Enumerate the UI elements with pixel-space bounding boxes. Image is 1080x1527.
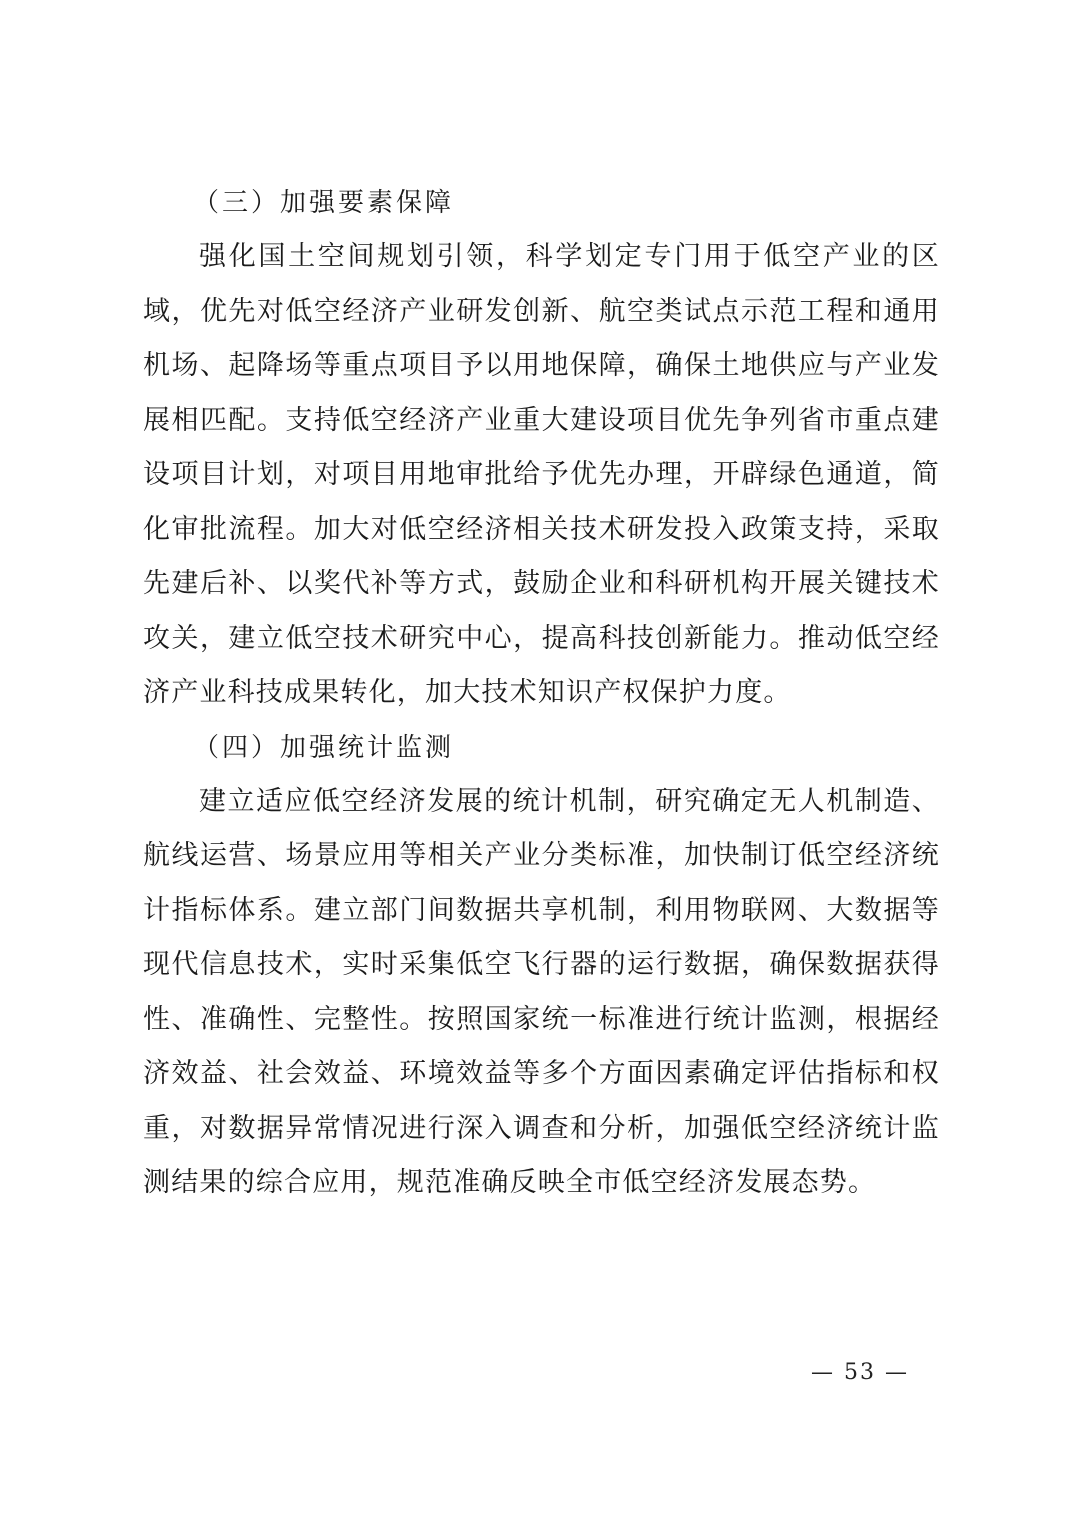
section-body-3: 强化国土空间规划引领，科学划定专门用于低空产业的区域，优先对低空经济产业研发创新、航空类试点示范工程和通用机场、起降场等重点项目予以用地保障，确保土地供应与产业发展相匹配。支持低空经济产业重大建设项目优先争列省市重点建设项目计划，对项目用地审批给予优先办理，开辟绿色通道，简化审批流程。加大对低空经济相关技术研发投入政策支持，采取先建后补、以奖代补等方式，鼓励企业和科研机构开展关键技术攻关，建立低空技术研究中心，提高科技创新能力。推动低空经济产业科技成果转化，加大技术知识产权保护力度。 [143, 241, 940, 708]
page-content [143, 176, 940, 1211]
section-heading-3: （三）加强要素保障 [193, 188, 455, 218]
section-body-4: 建立适应低空经济发展的统计机制，研究确定无人机制造、航线运营、场景应用等相关产业分类标准，加快制订低空经济统计指标体系。建立部门间数据共享机制，利用物联网、大数据等现代信息技术，实时采集低空飞行器的运行数据，确保数据获得性、准确性、完整性。按照国家统一标准进行统计监测，根据经济效益、社会效益、环境效益等多个方面因素确定评估指标和权重，对数据异常情况进行深入调查和分析，加强低空经济统计监测结果的综合应用，规范准确反映全市低空经济发展态势。 [143, 785, 940, 1198]
page-number: — 53 — [811, 1360, 909, 1385]
section-heading-4: （四）加强统计监测 [193, 732, 455, 763]
